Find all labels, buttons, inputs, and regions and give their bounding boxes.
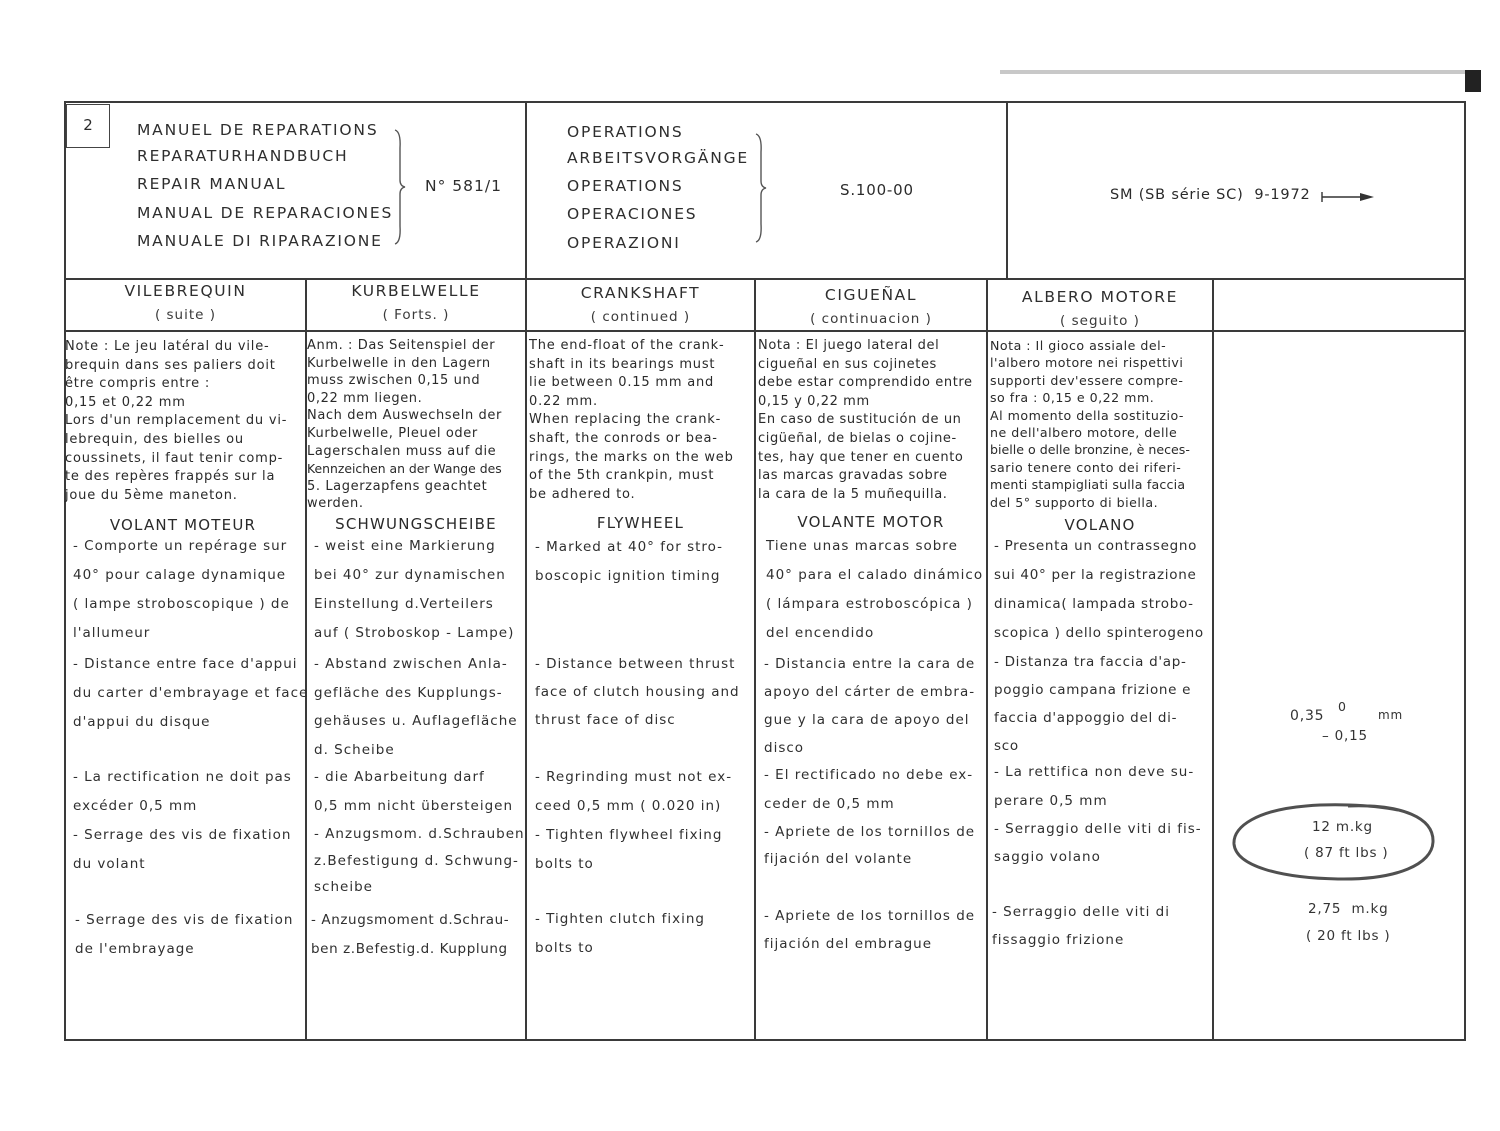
note-line: Lagerschalen muss auf die xyxy=(307,443,497,459)
column-title-en: CRANKSHAFT xyxy=(580,284,701,302)
note-en xyxy=(529,337,734,504)
note-line: 5. Lagerzapfens geachtet xyxy=(307,478,488,494)
item-line: - Presenta un contrassegno xyxy=(994,538,1198,554)
item-line: scopica ) dello spinterogeno xyxy=(994,625,1204,641)
note-line: Kennzeichen an der Wange des xyxy=(307,461,502,477)
item-en-2 xyxy=(535,650,740,734)
note-line: te des repères frappés sur la xyxy=(65,469,276,485)
manual-number: N° 581/1 xyxy=(425,177,502,195)
note-line: 0,15 et 0,22 mm xyxy=(65,394,186,410)
item-line: 40° pour calage dynamique xyxy=(73,567,287,583)
item-line: - La rettifica non deve su- xyxy=(994,764,1195,780)
note-line: Nota : El juego lateral del xyxy=(758,338,940,353)
note-line: del 5° supporto di biella. xyxy=(990,494,1159,510)
item-line: perare 0,5 mm xyxy=(994,793,1108,809)
note-line: debe estar comprendido entre xyxy=(758,375,973,391)
section-title-fr: VOLANT MOTEUR xyxy=(109,516,257,534)
note-line: werden. xyxy=(307,496,364,512)
item-line: - Marked at 40° for stro- xyxy=(535,539,724,555)
column-subtitle-en: ( continued ) xyxy=(590,309,691,325)
manual-title-brace xyxy=(393,128,407,246)
note-line: 0,15 y 0,22 mm xyxy=(758,393,870,409)
scan-edge-shadow xyxy=(1000,70,1480,74)
section-title-es: VOLANTE MOTOR xyxy=(797,513,945,531)
item-it-5 xyxy=(992,898,1170,954)
manual-title-it: MANUALE DI RIPARAZIONE xyxy=(137,232,383,250)
item-line: - Distance entre face d'appui xyxy=(73,656,298,672)
item-line: ( lampe stroboscopique ) de xyxy=(73,596,290,612)
item-line: del encendido xyxy=(766,625,875,641)
clutch-torque-imperial: ( 20 ft lbs ) xyxy=(1306,928,1391,944)
hand-drawn-circle xyxy=(1228,800,1440,884)
item-line: - Apriete de los tornillos de xyxy=(764,908,976,924)
item-fr-3 xyxy=(73,763,292,821)
manual-title-de: REPARATURHANDBUCH xyxy=(137,147,349,165)
note-line: bielle o delle bronzine, è neces- xyxy=(990,442,1190,458)
item-fr-4 xyxy=(73,821,291,879)
item-line: 40° para el calado dinámico xyxy=(766,567,984,583)
note-line: shaft, the conrods or bea- xyxy=(529,430,718,446)
note-line: En caso de sustitución de un xyxy=(758,412,962,428)
note-line: Kurbelwelle in den Lagern xyxy=(307,355,491,371)
item-line: - Serraggio delle viti di fis- xyxy=(994,821,1202,837)
item-line: sui 40° per la registrazione xyxy=(994,567,1197,583)
item-line: Einstellung d.Verteilers xyxy=(314,596,494,612)
column-title-es: CIGUEÑAL xyxy=(824,286,918,304)
note-line: Lors d'un remplacement du vi- xyxy=(65,413,288,429)
col-divider-5 xyxy=(1212,278,1214,1040)
item-line: bolts to xyxy=(535,940,594,956)
note-line: of the 5th crankpin, must xyxy=(529,468,715,484)
column-title-it: ALBERO MOTORE xyxy=(1021,288,1179,306)
item-line: auf ( Stroboskop - Lampe) xyxy=(314,625,515,641)
item-line: - Apriete de los tornillos de xyxy=(764,824,976,840)
operation-title-fr: OPERATIONS xyxy=(567,123,684,141)
item-de-1 xyxy=(314,532,514,648)
item-line: - Serraggio delle viti di xyxy=(992,904,1170,920)
item-line: dinamica( lampada strobo- xyxy=(994,596,1194,612)
item-es-4 xyxy=(764,819,975,873)
operation-title-it: OPERAZIONI xyxy=(567,234,681,252)
item-line: du carter d'embrayage et face xyxy=(73,685,309,701)
item-line: Tiene unas marcas sobre xyxy=(766,538,958,554)
operation-code: S.100-00 xyxy=(840,181,914,199)
item-line: - Comporte un repérage sur xyxy=(73,538,288,554)
header-divider-1 xyxy=(525,101,527,279)
item-line: apoyo del cárter de embra- xyxy=(764,684,976,700)
item-line: excéder 0,5 mm xyxy=(73,798,198,814)
column-subtitle-fr: ( suite ) xyxy=(154,307,217,323)
note-line: las marcas gravadas sobre xyxy=(758,468,948,484)
distance-unit: mm xyxy=(1378,708,1403,722)
item-de-5 xyxy=(311,906,509,964)
manual-title-en: REPAIR MANUAL xyxy=(137,175,287,193)
note-line: joue du 5ème maneton. xyxy=(65,487,238,503)
item-line: - die Abarbeitung darf xyxy=(314,769,485,785)
flywheel-torque: 12 m.kg xyxy=(1312,819,1373,835)
item-line: - El rectificado no debe ex- xyxy=(764,767,974,783)
scan-corner xyxy=(1465,70,1481,92)
note-line: menti stampigliati sulla faccia xyxy=(990,477,1186,493)
note-line: Kurbelwelle, Pleuel oder xyxy=(307,425,478,441)
item-line: ( lámpara estroboscópica ) xyxy=(766,596,973,612)
note-line: Note : Le jeu latéral du vile- xyxy=(65,339,270,354)
item-de-4 xyxy=(314,821,525,901)
item-line: disco xyxy=(764,740,805,756)
item-it-2 xyxy=(994,648,1191,760)
item-line: - Tighten flywheel fixing xyxy=(535,827,723,843)
item-line: sco xyxy=(994,738,1019,754)
flywheel-torque-imperial: ( 87 ft lbs ) xyxy=(1304,845,1389,861)
item-fr-2 xyxy=(73,650,308,737)
item-line: - Anzugsmoment d.Schrau- xyxy=(311,912,510,928)
item-line: face of clutch housing and xyxy=(535,684,740,700)
item-line: ceed 0,5 mm ( 0.020 in) xyxy=(535,798,722,814)
title-divider xyxy=(64,330,1466,332)
item-line: - La rectification ne doit pas xyxy=(73,769,292,785)
item-it-4 xyxy=(994,815,1202,871)
note-line: 0.22 mm. xyxy=(529,393,598,409)
item-line: ceder de 0,5 mm xyxy=(764,796,895,812)
note-es xyxy=(758,337,973,504)
item-line: - Serrage des vis de fixation xyxy=(75,912,294,928)
item-line: fijación del embrague xyxy=(764,936,933,952)
note-line: shaft in its bearings must xyxy=(529,356,716,372)
item-es-1 xyxy=(766,532,983,648)
operation-title-brace xyxy=(754,132,768,244)
column-subtitle-es: ( continuacion ) xyxy=(810,311,932,327)
item-line: - weist eine Markierung xyxy=(314,538,496,554)
item-line: gehäuses u. Auflagefläche xyxy=(314,713,518,729)
note-fr xyxy=(65,338,287,505)
item-line: - Abstand zwischen Anla- xyxy=(314,656,508,672)
note-line: muss zwischen 0,15 und xyxy=(307,373,481,389)
item-line: d'appui du disque xyxy=(73,714,211,730)
note-line: l'albero motore nei rispettivi xyxy=(990,355,1184,371)
column-subtitle-de: ( Forts. ) xyxy=(382,307,450,323)
item-line: - Anzugsmom. d.Schrauben xyxy=(314,826,525,842)
item-line: z.Befestigung d. Schwung- xyxy=(314,852,519,869)
note-line: Al momento della sostituzio- xyxy=(990,407,1184,423)
note-line: coussinets, il faut tenir comp- xyxy=(65,450,284,466)
distance-value: 0,35 xyxy=(1290,708,1325,724)
item-line: poggio campana frizione e xyxy=(994,682,1192,698)
column-subtitle-it: ( seguito ) xyxy=(1060,313,1140,329)
item-line: saggio volano xyxy=(994,849,1101,865)
item-line: bolts to xyxy=(535,856,594,872)
item-de-2 xyxy=(314,650,518,764)
item-fr-1 xyxy=(73,532,290,648)
item-line: - Distancia entre la cara de xyxy=(764,656,976,672)
manual-title-es: MANUAL DE REPARACIONES xyxy=(137,204,394,222)
item-line: bei 40° zur dynamischen xyxy=(314,567,506,583)
item-line: 0,5 mm nicht übersteigen xyxy=(314,798,514,814)
section-title-it: VOLANO xyxy=(1064,516,1136,534)
note-line: lebrequin, des bielles ou xyxy=(65,431,244,447)
item-en-1 xyxy=(535,533,723,591)
note-line: supporti dev'essere compre- xyxy=(990,372,1184,388)
item-it-1 xyxy=(994,532,1204,648)
item-it-3 xyxy=(994,758,1194,816)
col-divider-3 xyxy=(754,278,756,1040)
item-line: - Tighten clutch fixing xyxy=(535,911,705,927)
item-fr-5 xyxy=(75,906,293,964)
note-line: lie between 0.15 mm and xyxy=(529,375,715,391)
column-title-de: KURBELWELLE xyxy=(351,282,481,300)
item-es-2 xyxy=(764,650,975,762)
clutch-torque: 2,75 m.kg xyxy=(1308,901,1389,917)
col-divider-2 xyxy=(525,278,527,1040)
item-line: fissaggio frizione xyxy=(992,932,1125,948)
item-en-5 xyxy=(535,905,705,963)
note-line: brequin dans ses paliers doit xyxy=(65,357,276,373)
column-title-fr: VILEBREQUIN xyxy=(124,282,247,300)
note-line: ne dell'albero motore, delle xyxy=(990,425,1178,441)
note-it xyxy=(990,337,1190,511)
note-line: rings, the marks on the web xyxy=(529,449,734,465)
note-line: Anm. : Das Seitenspiel der xyxy=(307,338,496,353)
operation-title-en: OPERATIONS xyxy=(567,177,684,195)
distance-tolerance-lower: – 0,15 xyxy=(1322,728,1368,744)
header-divider xyxy=(64,278,1466,280)
note-line: être compris entre : xyxy=(65,376,211,392)
note-line: so fra : 0,15 e 0,22 mm. xyxy=(990,390,1155,406)
distance-tolerance-upper: 0 xyxy=(1338,699,1347,714)
note-line: cigueñal en sus cojinetes xyxy=(758,356,937,372)
operation-title-de: ARBEITSVORGÄNGE xyxy=(567,149,749,167)
note-line: cigüeñal, de bielas o cojine- xyxy=(758,430,957,446)
item-en-3 xyxy=(535,763,732,821)
item-line: fijación del volante xyxy=(764,851,913,867)
item-line: d. Scheibe xyxy=(314,741,395,758)
note-de xyxy=(307,337,502,513)
item-line: - Distanza tra faccia d'ap- xyxy=(994,654,1187,670)
page-number: 2 xyxy=(66,104,110,148)
operation-title-es: OPERACIONES xyxy=(567,205,698,223)
item-line: scheibe xyxy=(314,879,373,895)
note-line: Nota : Il gioco assiale del- xyxy=(990,338,1167,353)
note-line: la cara de la 5 muñequilla. xyxy=(758,486,948,502)
arrow-right-icon xyxy=(1320,190,1376,204)
item-en-4 xyxy=(535,821,722,879)
item-line: - Regrinding must not ex- xyxy=(535,769,733,785)
item-line: ben z.Befestig.d. Kupplung xyxy=(311,941,508,957)
model-label: SM (SB série SC) 9-1972 xyxy=(1110,187,1311,203)
note-line: Nach dem Auswechseln der xyxy=(307,408,502,424)
item-line: thrust face of disc xyxy=(535,712,676,728)
section-title-en: FLYWHEEL xyxy=(596,514,685,532)
note-line: The end-float of the crank- xyxy=(529,338,725,353)
item-es-3 xyxy=(764,761,973,819)
item-line: de l'embrayage xyxy=(75,941,195,957)
item-de-3 xyxy=(314,763,513,821)
col-divider-4 xyxy=(986,278,988,1040)
item-line: gue y la cara de apoyo del xyxy=(764,712,970,728)
item-line: gefläche des Kupplungs- xyxy=(314,684,503,701)
item-es-5 xyxy=(764,902,975,958)
item-line: du volant xyxy=(73,856,146,872)
note-line: 0,22 mm liegen. xyxy=(307,390,423,406)
header-divider-2 xyxy=(1006,101,1008,279)
item-line: faccia d'appoggio del di- xyxy=(994,710,1178,726)
note-line: When replacing the crank- xyxy=(529,412,722,428)
item-line: - Serrage des vis de fixation xyxy=(73,827,292,843)
section-title-de: SCHWUNGSCHEIBE xyxy=(335,515,497,533)
item-line: l'allumeur xyxy=(73,625,151,641)
note-line: be adhered to. xyxy=(529,486,636,502)
item-line: - Distance between thrust xyxy=(535,656,736,672)
item-line: boscopic ignition timing xyxy=(535,568,721,584)
note-line: tes, hay que tener en cuento xyxy=(758,449,964,465)
note-line: sario tenere conto dei riferi- xyxy=(990,459,1182,475)
manual-title-fr: MANUEL DE REPARATIONS xyxy=(137,121,379,139)
